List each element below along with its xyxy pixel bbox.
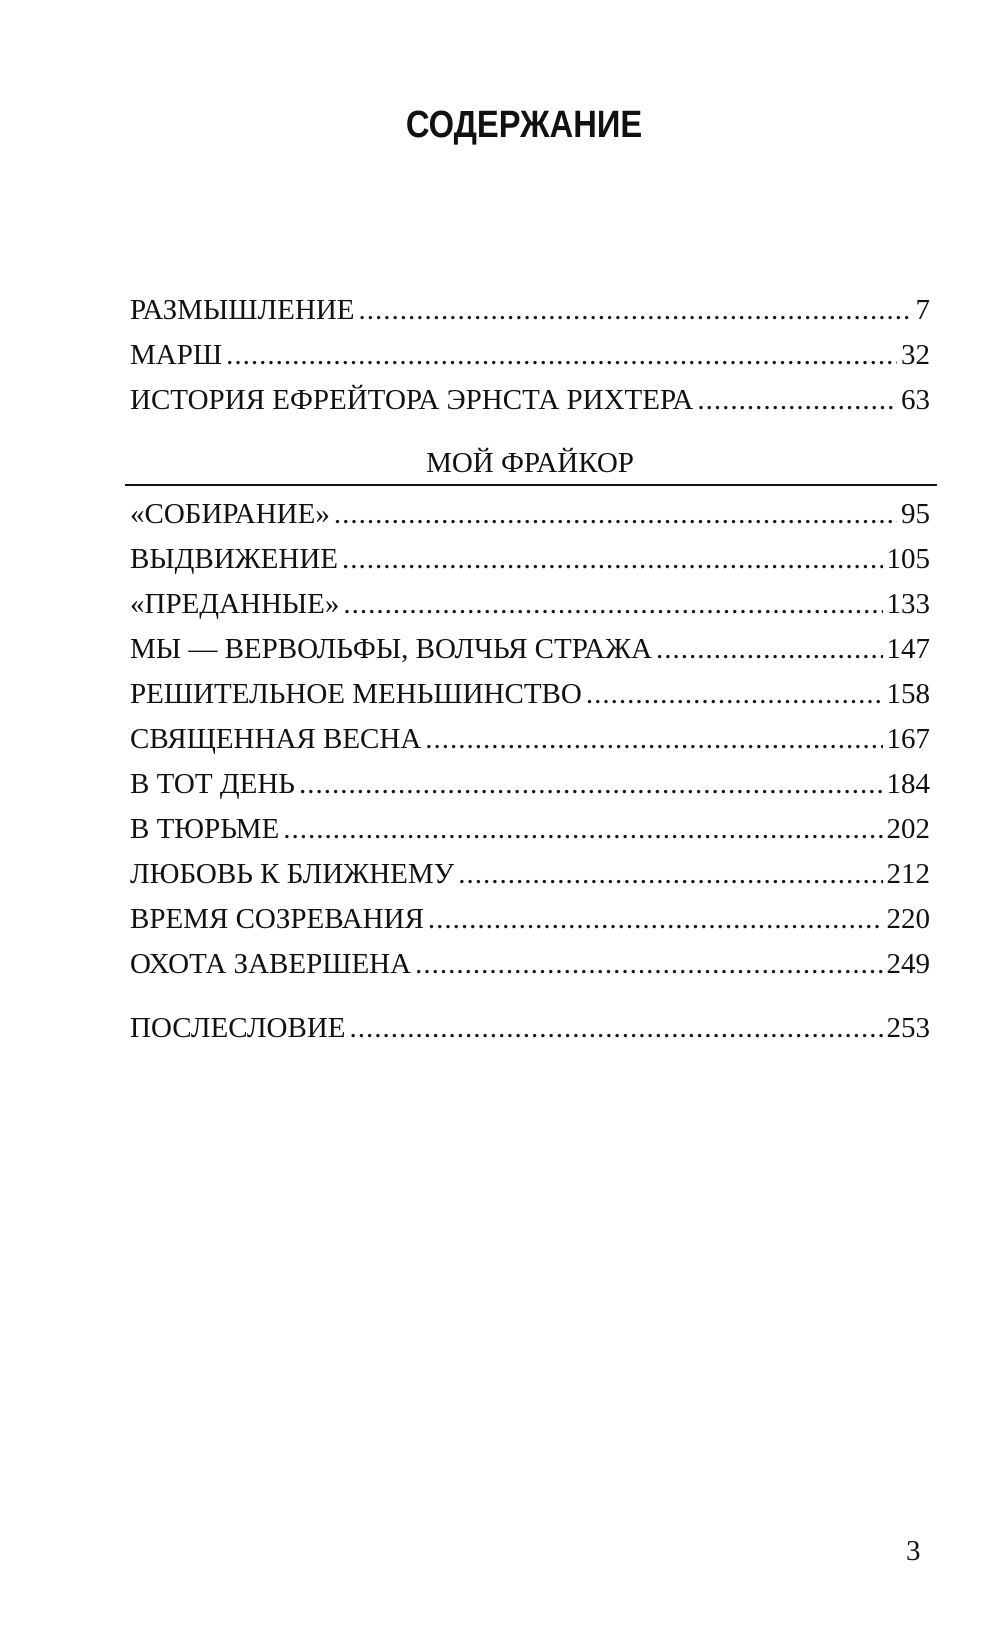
page-title: СОДЕРЖАНИЕ bbox=[405, 104, 643, 146]
toc-leader-dots bbox=[458, 852, 882, 897]
toc-entry bbox=[130, 807, 930, 852]
toc-entry-title: РЕШИТЕЛЬНОЕ МЕНЬШИНСТВО bbox=[130, 678, 582, 710]
toc-leader-dots bbox=[428, 897, 883, 942]
toc-entry bbox=[130, 762, 930, 807]
toc-entry bbox=[130, 627, 930, 672]
toc-entry bbox=[130, 717, 930, 762]
toc-entry-page: 253 bbox=[886, 1012, 930, 1044]
toc-leader-dots bbox=[299, 762, 883, 807]
toc-entry-page: 202 bbox=[886, 813, 930, 845]
toc-entry-page: 105 bbox=[886, 543, 930, 575]
toc-leader-dots bbox=[697, 378, 897, 423]
toc-entry-page: 220 bbox=[886, 903, 930, 935]
toc-entry bbox=[130, 942, 930, 987]
toc-leader-dots bbox=[334, 492, 897, 537]
toc-entry-title: «СОБИРАНИЕ» bbox=[130, 498, 330, 530]
toc-leader-dots bbox=[425, 717, 882, 762]
toc-entry-title: ЛЮБОВЬ К БЛИЖНЕМУ bbox=[130, 858, 455, 890]
toc-entry-page: 63 bbox=[901, 384, 930, 416]
toc-entry-page: 7 bbox=[915, 294, 930, 326]
toc-entry-title: «ПРЕДАННЫЕ» bbox=[130, 588, 340, 620]
toc-leader-dots bbox=[226, 333, 897, 378]
toc-entry-title: В ТЮРЬМЕ bbox=[130, 813, 280, 845]
toc-section-list bbox=[130, 492, 930, 987]
toc-intro-list bbox=[130, 288, 930, 423]
toc-entry bbox=[130, 852, 930, 897]
toc-entry-page: 133 bbox=[886, 588, 930, 620]
toc-entry-page: 184 bbox=[886, 768, 930, 800]
toc-leader-dots bbox=[656, 627, 882, 672]
toc-after-list bbox=[130, 1006, 930, 1051]
toc-entry-title: МЫ — ВЕРВОЛЬФЫ, ВОЛЧЬЯ СТРАЖА bbox=[130, 633, 653, 665]
toc-entry bbox=[130, 582, 930, 627]
toc-entry-page: 212 bbox=[886, 858, 930, 890]
toc-entry bbox=[130, 1006, 930, 1051]
toc-entry-page: 158 bbox=[886, 678, 930, 710]
toc-entry bbox=[130, 333, 930, 378]
toc-entry-page: 167 bbox=[886, 723, 930, 755]
toc-entry bbox=[130, 897, 930, 942]
toc-entry bbox=[130, 537, 930, 582]
toc-entry bbox=[130, 492, 930, 537]
toc-leader-dots bbox=[283, 807, 882, 852]
toc-entry-page: 249 bbox=[886, 948, 930, 980]
toc-entry bbox=[130, 288, 930, 333]
toc-leader-dots bbox=[358, 288, 911, 333]
toc-entry-title: ПОСЛЕСЛОВИЕ bbox=[130, 1012, 346, 1044]
toc-entry bbox=[130, 378, 930, 423]
toc-entry-title: СВЯЩЕННАЯ ВЕСНА bbox=[130, 723, 422, 755]
toc-entry-page: 147 bbox=[886, 633, 930, 665]
toc-entry-title: МАРШ bbox=[130, 339, 223, 371]
toc-entry-title: В ТОТ ДЕНЬ bbox=[130, 768, 295, 800]
toc-leader-dots bbox=[415, 942, 882, 987]
toc-entry-title: ИСТОРИЯ ЕФРЕЙТОРА ЭРНСТА РИХТЕРА bbox=[130, 384, 694, 416]
toc-entry-page: 32 bbox=[901, 339, 930, 371]
toc-leader-dots bbox=[343, 582, 882, 627]
toc-leader-dots bbox=[349, 1006, 882, 1051]
toc-entry-page: 95 bbox=[901, 498, 930, 530]
toc-entry-title: ОХОТА ЗАВЕРШЕНА bbox=[130, 948, 412, 980]
toc-leader-dots bbox=[342, 537, 883, 582]
toc-entry-title: РАЗМЫШЛЕНИЕ bbox=[130, 294, 355, 326]
toc-leader-dots bbox=[586, 672, 883, 717]
toc-entry bbox=[130, 672, 930, 717]
section-heading: МОЙ ФРАЙКОР bbox=[426, 447, 634, 479]
toc-entry-title: ВРЕМЯ СОЗРЕВАНИЯ bbox=[130, 903, 424, 935]
section-divider bbox=[125, 484, 937, 486]
page-number: 3 bbox=[906, 1535, 921, 1567]
toc-entry-title: ВЫДВИЖЕНИЕ bbox=[130, 543, 338, 575]
